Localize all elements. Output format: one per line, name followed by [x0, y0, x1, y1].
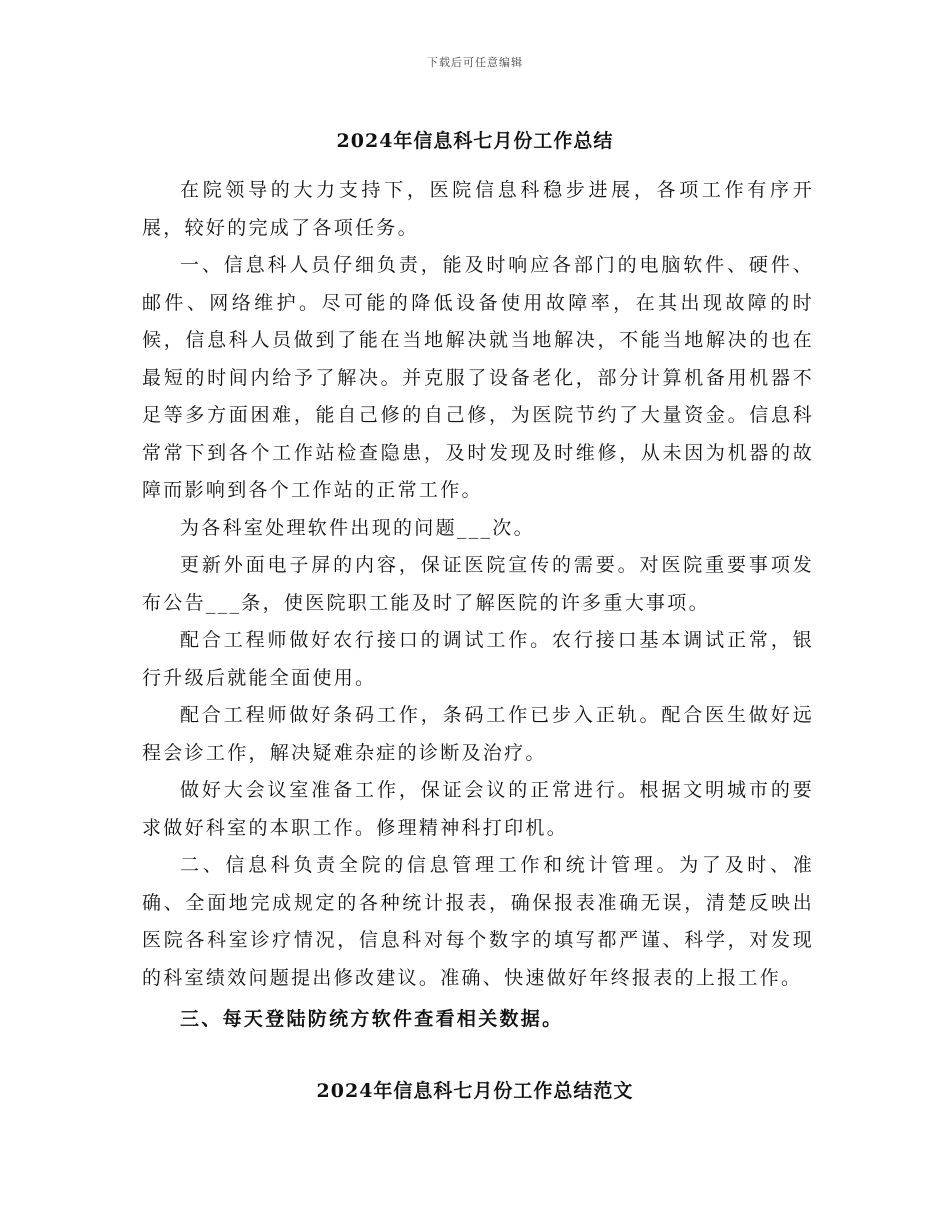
paragraph-meeting-room: 做好大会议室准备工作，保证会议的正常进行。根据文明城市的要求做好科室的本职工作。修理精神科打印机。 — [142, 779, 814, 839]
paragraph-section-two: 二、信息科负责全院的信息管理工作和统计管理。为了及时、准确、全面地完成规定的各种统计报表，确保报表准确无误，清楚反映出医院各科室诊疗情况，信息科对每个数字的填写都严谨、科学，对发现的科室绩效问题提出修改建议。准确、快速做好年终报表的上报工作。 — [142, 854, 814, 989]
paragraph-screen-update: 更新外面电子屏的内容，保证医院宣传的需要。对医院重要事项发布公告___条，使医院职工能及时了解医院的许多重大事项。 — [142, 554, 814, 614]
page-header-note: 下载后可任意编辑 — [427, 56, 523, 69]
paragraph-bank-interface: 配合工程师做好农行接口的调试工作。农行接口基本调试正常，银行升级后就能全面使用。 — [142, 629, 814, 689]
paragraph-intro: 在院领导的大力支持下，医院信息科稳步进展，各项工作有序开展，较好的完成了各项任务。 — [142, 179, 814, 239]
document-title: 2024年信息科七月份工作总结 — [336, 130, 614, 152]
document-body — [142, 172, 814, 1039]
paragraph-section-one: 一、信息科人员仔细负责，能及时响应各部门的电脑软件、硬件、邮件、网络维护。尽可能的降低设备使用故障率，在其出现故障的时候，信息科人员做到了能在当地解决就当地解决，不能当地解决的也在最短的时间内给予了解决。并克服了设备老化，部分计算机备用机器不足等多方面困难，能自己修的自己修，为医院节约了大量资金。信息科常常下到各个工作站检查隐患，及时发现及时维修，从未因为机器的故障而影响到各个工作站的正常工作。 — [142, 254, 814, 501]
next-document-title: 2024年信息科七月份工作总结范文 — [316, 1080, 634, 1102]
paragraph-barcode: 配合工程师做好条码工作，条码工作已步入正轨。配合医生做好远程会诊工作，解决疑难杂症的诊断及治疗。 — [142, 704, 814, 764]
section-three-heading: 三、每天登陆防统方软件查看相关数据。 — [180, 1008, 564, 1030]
paragraph-software-issues: 为各科室处理软件出现的问题___次。 — [180, 516, 535, 539]
